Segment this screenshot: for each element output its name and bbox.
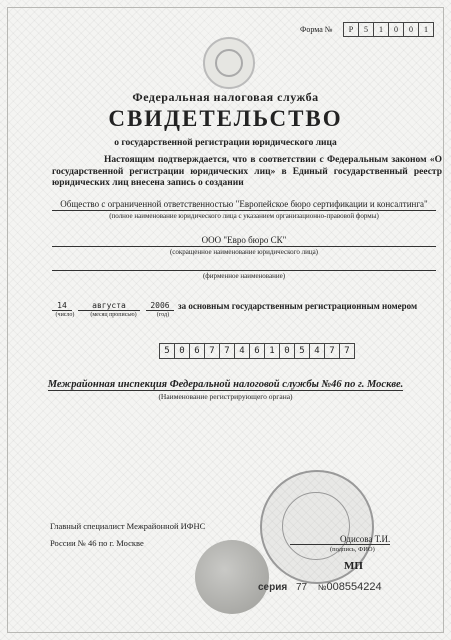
- ogrn-cell: 0: [174, 343, 190, 359]
- authority-caption: (Наименование регистрирующего органа): [158, 392, 293, 401]
- registration-month: августа: [78, 301, 140, 311]
- form-code-cell: 0: [403, 22, 419, 37]
- authority-block: [0, 379, 451, 390]
- ogrn-cell: 4: [309, 343, 325, 359]
- brand-name-line: [52, 270, 436, 271]
- short-name-caption: (сокращенное наименование юридического лица): [169, 248, 319, 256]
- registration-day: 14: [52, 301, 72, 311]
- brand-name-caption: (фирменное наименование): [202, 272, 286, 280]
- ogrn-cell: 6: [249, 343, 265, 359]
- form-code-cell: Р: [343, 22, 359, 37]
- entity-full-name: Общество с ограниченной ответственностью "Европейское бюро сертификации и консалтинга": [60, 199, 428, 209]
- ogrn-cells: [160, 343, 355, 359]
- signer-position: [50, 518, 205, 552]
- registration-date-suffix: за основным государственным регистрационным номером: [178, 301, 418, 311]
- position-line-2: России № 46 по г. Москве: [50, 538, 144, 548]
- ogrn-cell: 5: [159, 343, 175, 359]
- ogrn-cell: 5: [294, 343, 310, 359]
- position-line-1: Главный специалист Межрайонной ИФНС: [50, 521, 206, 531]
- signature-line: [290, 544, 390, 545]
- month-caption: (месяц прописью): [90, 312, 137, 318]
- number-sign: №: [317, 583, 327, 592]
- document-title: СВИДЕТЕЛЬСТВО: [108, 106, 343, 131]
- form-code-cells: [344, 22, 434, 37]
- agency-name: Федеральная налоговая служба: [132, 90, 319, 104]
- series-code: 77: [296, 582, 308, 593]
- ogrn-cell: 1: [264, 343, 280, 359]
- stamp-place-label: МП: [344, 560, 363, 572]
- date-captions: [52, 312, 177, 318]
- form-code-cell: 5: [358, 22, 374, 37]
- emblem-icon: [203, 37, 255, 89]
- year-caption: (год): [156, 312, 170, 318]
- form-code-cell: 1: [418, 22, 434, 37]
- statement-text: Настоящим подтверждается, что в соответствии с Федеральным законом «О государственной регистрации юридических лиц» в Единый государственный реестр юридических лиц внесена запись о создании: [52, 155, 442, 188]
- ogrn-cell: 7: [339, 343, 355, 359]
- ogrn-cell: 7: [324, 343, 340, 359]
- hologram-icon: [195, 540, 269, 614]
- document-subtitle: о государственной регистрации юридического лица: [114, 138, 337, 148]
- short-name-line: [52, 246, 436, 247]
- ogrn-cell: 7: [219, 343, 235, 359]
- series-number: [258, 581, 382, 593]
- form-code-cell: 1: [373, 22, 389, 37]
- series-label: серия: [258, 582, 288, 593]
- ogrn-cell: 4: [234, 343, 250, 359]
- ogrn-cell: 7: [204, 343, 220, 359]
- signer-name: Одисова Т.И.: [340, 534, 391, 544]
- registration-year: 2006: [146, 301, 174, 311]
- form-code-cell: 0: [388, 22, 404, 37]
- signer-caption: (подпись, ФИО): [330, 546, 375, 553]
- day-caption: (число): [55, 312, 75, 318]
- ogrn-cell: 0: [279, 343, 295, 359]
- ogrn-cell: 6: [189, 343, 205, 359]
- authority-name: Межрайонная инспекция Федеральной налоговой службы №46 по г. Москве.: [47, 379, 404, 390]
- full-name-caption: (полное наименование юридического лица с указанием организационно-правовой формы): [109, 212, 379, 220]
- certificate-number: 008554224: [326, 581, 382, 593]
- entity-short-name: ООО "Евро бюро СК": [201, 235, 287, 245]
- full-name-line: [52, 210, 436, 211]
- form-label: Форма №: [300, 25, 333, 34]
- registration-date-row: [52, 301, 417, 311]
